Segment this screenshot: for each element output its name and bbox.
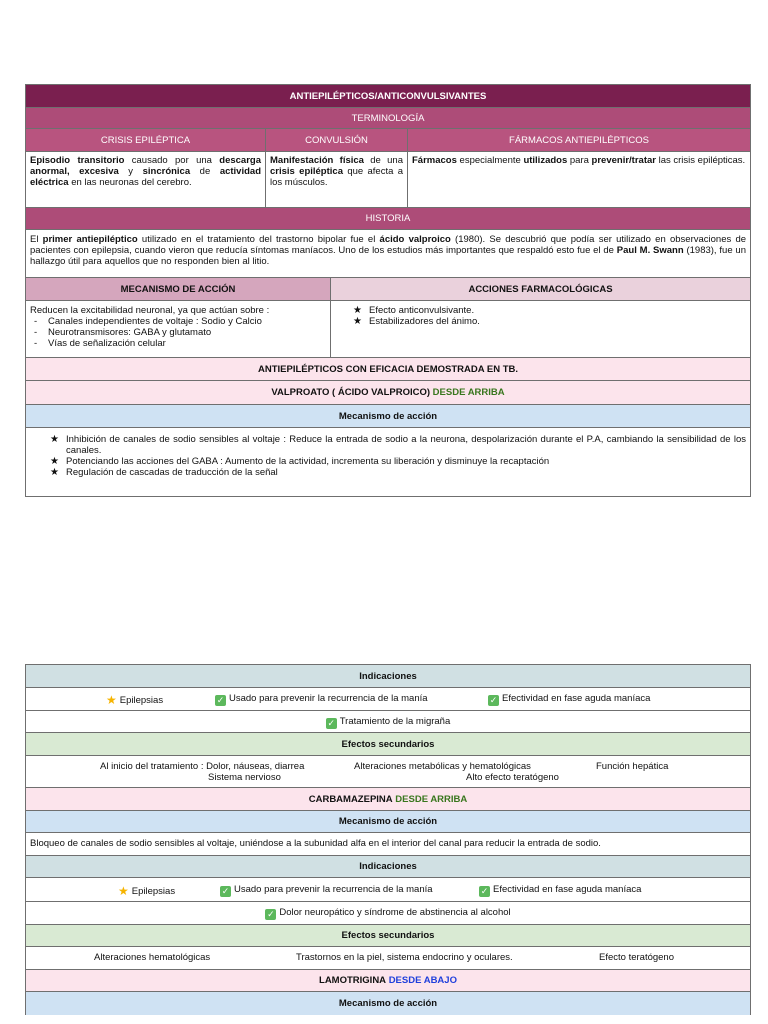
list-item: ★ Potenciando las acciones del GABA : Aumento de la actividad, incrementa su liberación y disminuye la recaptación: [48, 456, 746, 467]
side-effect: Alteraciones metabólicas y hematológicas: [354, 761, 531, 772]
lamotrigina-header: LAMOTRIGINA DESDE ABAJO: [26, 970, 750, 991]
indication-item: Dolor neuropático y síndrome de abstinencia al alcohol: [279, 907, 511, 918]
valproato-indicaciones-row1: [26, 688, 750, 710]
indication-item: ✓ Usado para prevenir la recurrencia de la manía: [221, 884, 433, 896]
document-title: ANTIEPILÉPTICOS/ANTICONVULSIVANTES: [26, 85, 750, 107]
check-icon: ✓: [267, 909, 275, 919]
valproato-efectos-content: [26, 756, 750, 787]
valproato-tag: DESDE ARRIBA: [432, 387, 505, 398]
list-item: ★ Efecto anticonvulsivante.: [351, 305, 746, 316]
indication-item: ✓ Efectividad en fase aguda maníaca: [489, 693, 651, 705]
carbamazepina-mecanismo-text: Bloqueo de canales de sodio sensibles al voltaje, uniéndose a la subunidad alfa en el interior del canal para reducir la entrada de sodio.: [30, 838, 601, 849]
check-icon: ✓: [480, 886, 489, 896]
carbamazepina-indicaciones-row2: [26, 902, 750, 924]
acciones-content: [330, 301, 750, 357]
eficacia-header: ANTIEPILÉPTICOS CON EFICACIA DEMOSTRADA EN TB.: [26, 358, 750, 380]
farmacos-header: FÁRMACOS ANTIEPILÉPTICOS: [407, 129, 750, 151]
list-item: ★ Estabilizadores del ánimo.: [351, 316, 746, 327]
acciones-header: ACCIONES FARMACOLÓGICAS: [330, 278, 750, 300]
side-effect: Efecto teratógeno: [599, 952, 674, 963]
side-effect: Alteraciones hematológicas: [94, 952, 211, 963]
valproato-mecanismo-content: [26, 428, 750, 496]
star-icon: ★: [106, 693, 117, 707]
list-item: - Vías de señalización celular: [30, 338, 326, 349]
list-item: - Canales independientes de voltaje : Sodio y Calcio: [30, 316, 326, 327]
crisis-definition: Episodio transitorio causado por una descarga anormal, excesiva y sincrónica de actividad eléctrica en las neuronas del cerebro.: [30, 155, 261, 188]
indication-item: ★ Epilepsias: [118, 884, 176, 898]
valproato-efectos-header: Efectos secundarios: [26, 733, 750, 755]
valproato-indicaciones-header: Indicaciones: [26, 665, 750, 687]
terminologia-header: TERMINOLOGÍA: [26, 108, 750, 128]
mecanismo-intro: Reducen la excitabilidad neuronal, ya que actúan sobre :: [30, 305, 270, 316]
valproato-indicaciones-row2: [26, 711, 750, 732]
mecanismo-content: [26, 301, 330, 357]
lamotrigina-tag: DESDE ABAJO: [388, 975, 457, 986]
carbamazepina-efectos-header: Efectos secundarios: [26, 925, 750, 946]
list-item: - Neurotransmisores: GABA y glutamato: [30, 327, 326, 338]
carbamazepina-efectos-content: [26, 947, 750, 969]
crisis-header: CRISIS EPILÉPTICA: [26, 129, 265, 151]
side-effect: Sistema nervioso: [208, 772, 281, 783]
acciones-list: [351, 305, 746, 327]
check-icon: ✓: [327, 718, 335, 728]
antiepilepticos-table: [25, 84, 751, 497]
carbamazepina-indicaciones-header: Indicaciones: [26, 856, 750, 877]
historia-text: El primer antiepiléptico utilizado en el tratamiento del trastorno bipolar fue el ácido valproico (1980). Se descubrió que podía ser utilizado en observaciones de pacientes con epilepsia, cuando vieron que reducía síntomas maníacos. Uno de los estudios más importantes que respaldó esto fue el de Paul M. Swann (1983), fue un hallazgo útil para aquellos que no responden bien al litio.: [30, 234, 747, 267]
convulsion-header: CONVULSIÓN: [265, 129, 407, 151]
list-item: ★ Inhibición de canales de sodio sensibles al voltaje : Reduce la entrada de sodio a la neurona, despolarización durante el P.A, cambiando la sensibilidad de los canales.: [48, 434, 746, 456]
indication-item: ✓ Efectividad en fase aguda maníaca: [480, 884, 642, 896]
side-effect: Alto efecto teratógeno: [466, 772, 559, 783]
check-icon: ✓: [216, 695, 225, 705]
carbamazepina-tag: DESDE ARRIBA: [395, 793, 468, 805]
check-icon: ✓: [489, 695, 498, 705]
mecanismo-header: MECANISMO DE ACCIÓN: [26, 278, 330, 300]
carbamazepina-mecanismo-header: Mecanismo de acción: [26, 811, 750, 832]
side-effect: Al inicio del tratamiento : Dolor, náuseas, diarrea: [100, 761, 305, 772]
drugs-table: [25, 664, 751, 1015]
farmacos-definition: Fármacos especialmente utilizados para prevenir/tratar las crisis epilépticas.: [407, 152, 750, 207]
side-effect: Trastornos en la piel, sistema endocrino y oculares.: [296, 952, 513, 963]
carbamazepina-header: CARBAMAZEPINA DESDE ARRIBA: [26, 788, 750, 810]
convulsion-definition: Manifestación física de una crisis epiléptica que afecta a los músculos.: [265, 152, 407, 207]
side-effect: Función hepática: [596, 761, 669, 772]
star-icon: ★: [118, 884, 129, 898]
mecanismo-list: [30, 316, 326, 349]
indication-item: Tratamiento de la migraña: [339, 716, 451, 727]
lamotrigina-mecanismo-header: Mecanismo de acción: [26, 992, 750, 1015]
check-icon: ✓: [221, 886, 230, 896]
valproato-mecanismo-header: Mecanismo de acción: [26, 405, 750, 427]
indication-item: ✓ Usado para prevenir la recurrencia de la manía: [216, 693, 428, 705]
historia-header: HISTORIA: [26, 208, 750, 229]
valproato-mecanismo-list: [48, 434, 746, 478]
indication-item: ★ Epilepsias: [106, 693, 164, 707]
valproato-header: VALPROATO ( ÁCIDO VALPROICO) DESDE ARRIBA: [26, 381, 750, 404]
carbamazepina-indicaciones-row1: [26, 878, 750, 901]
list-item: ★ Regulación de cascadas de traducción de la señal: [48, 467, 746, 478]
